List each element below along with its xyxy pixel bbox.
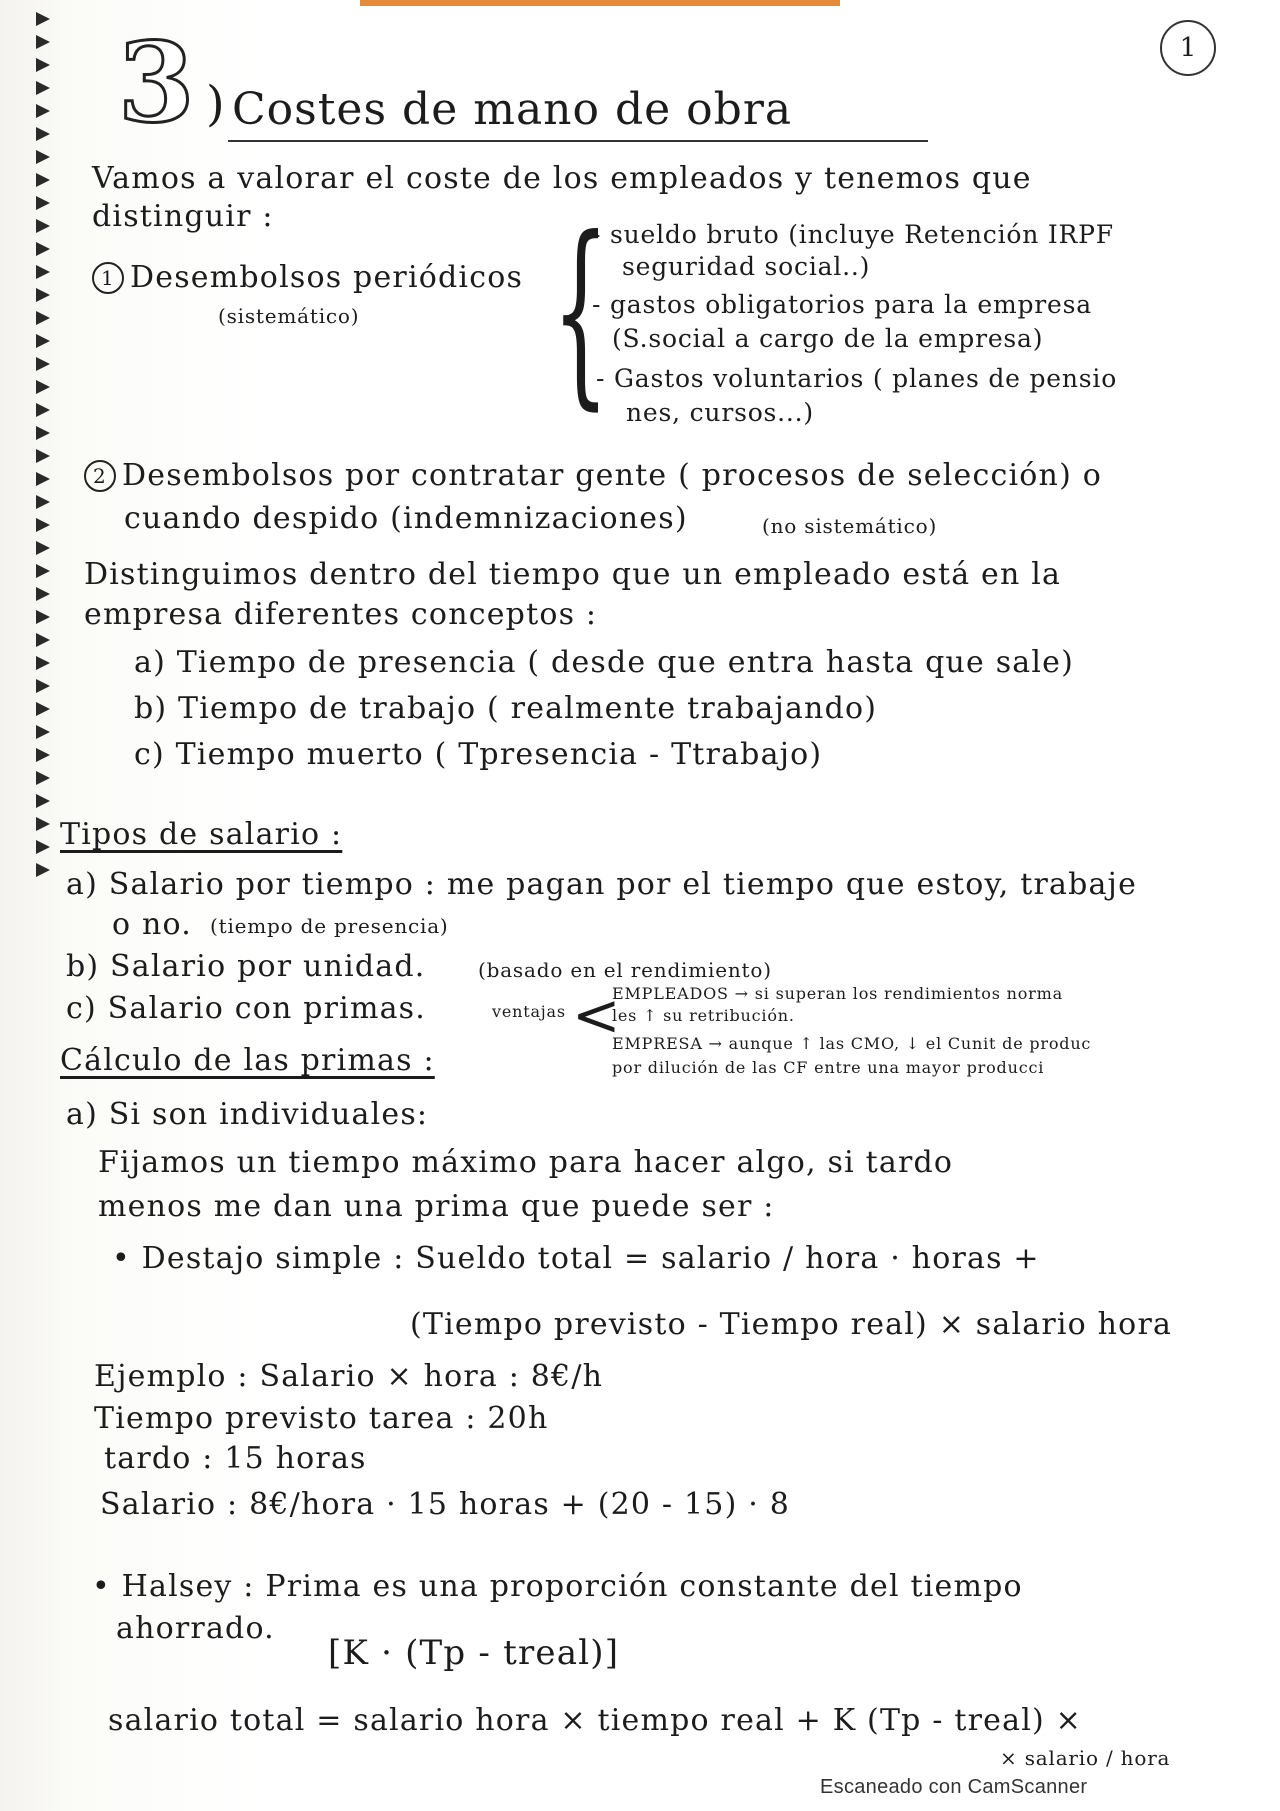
binding-ring — [36, 173, 50, 187]
page-number: 1 — [1160, 20, 1216, 76]
binding-ring — [36, 656, 50, 670]
binding-ring — [36, 426, 50, 440]
binding-ring — [36, 794, 50, 808]
title-underline — [228, 140, 928, 142]
halsey-line-2: ahorrado. — [116, 1611, 275, 1646]
binding-ring — [36, 495, 50, 509]
halsey-line-1: • Halsey : Prima es una proporción constante del tiempo — [92, 1569, 1023, 1604]
binding-ring — [36, 196, 50, 210]
item2-text: Desembolsos por contratar gente ( procesos de selección) o — [122, 458, 1102, 493]
ejemplo-line-3: tardo : 15 horas — [104, 1441, 367, 1476]
item1-sublabel: (sistemático) — [218, 304, 360, 328]
binding-ring — [36, 771, 50, 785]
binding-ring — [36, 81, 50, 95]
binding-ring — [36, 35, 50, 49]
destajo-line-2: (Tiempo previsto - Tiempo real) × salario hora — [410, 1307, 1173, 1342]
ventajas-line-4: por dilución de las CF entre una mayor producci — [612, 1058, 1045, 1077]
primas-a-line: a) Si son individuales: — [66, 1097, 429, 1132]
ejemplo-line-2: Tiempo previsto tarea : 20h — [94, 1401, 549, 1436]
binding-ring — [36, 449, 50, 463]
binding-ring — [36, 104, 50, 118]
salario-total-line-2: × salario / hora — [1000, 1746, 1171, 1770]
binding-ring — [36, 311, 50, 325]
binding-ring — [36, 12, 50, 26]
salario-a-line-1: a) Salario por tiempo : me pagan por el tiempo que estoy, trabaje — [66, 867, 1138, 902]
ejemplo-line-4: Salario : 8€/hora · 15 horas + (20 - 15) · 8 — [100, 1487, 790, 1522]
binding-ring — [36, 587, 50, 601]
tiempos-line-2: empresa diferentes conceptos : — [84, 597, 598, 632]
primas-p1: Fijamos un tiempo máximo para hacer algo, si tardo — [98, 1145, 954, 1180]
binding-ring — [36, 357, 50, 371]
ventajas-line-1: EMPLEADOS → si superan los rendimientos norma — [612, 984, 1063, 1003]
item2-number: 2 — [84, 460, 116, 492]
salario-b-line: b) Salario por unidad. — [66, 949, 426, 984]
chapter-number: 3 — [118, 18, 195, 147]
item1-bullet-6: nes, cursos...) — [626, 398, 814, 427]
item1-label — [92, 262, 523, 294]
ventajas-brace: < — [572, 981, 621, 1049]
binding-ring — [36, 702, 50, 716]
item2-line-2: cuando despido (indemnizaciones) — [124, 501, 688, 536]
page-title: Costes de mano de obra — [232, 84, 793, 135]
salario-c-line: c) Salario con primas. — [66, 991, 427, 1026]
item1-number: 1 — [92, 262, 124, 294]
primas-heading: Cálculo de las primas : — [60, 1043, 435, 1078]
binding-ring — [36, 265, 50, 279]
binding-ring — [36, 242, 50, 256]
binding-ring — [36, 127, 50, 141]
binding-ring — [36, 564, 50, 578]
binding-ring — [36, 219, 50, 233]
binding-ring — [36, 518, 50, 532]
item2-note: (no sistemático) — [762, 514, 938, 538]
salario-c-note: ventajas — [492, 1002, 566, 1021]
binding-ring — [36, 472, 50, 486]
chapter-paren: ) — [206, 76, 225, 132]
ventajas-line-3: EMPRESA → aunque ↑ las CMO, ↓ el Cunit de produc — [612, 1034, 1092, 1053]
scan-edge — [360, 0, 840, 6]
salario-a-line-2: o no. — [112, 907, 192, 942]
tiempos-line-1: Distinguimos dentro del tiempo que un empleado está en la — [84, 557, 1062, 592]
ejemplo-line-1: Ejemplo : Salario × hora : 8€/h — [94, 1359, 604, 1394]
salario-b-note: (basado en el rendimiento) — [478, 958, 772, 982]
halsey-formula: [K · (Tp - treal)] — [328, 1633, 620, 1673]
binding-ring — [36, 725, 50, 739]
binding-ring — [36, 748, 50, 762]
spiral-binding — [30, 0, 60, 1780]
destajo-line-1: • Destajo simple : Sueldo total = salario / hora · horas + — [112, 1241, 1040, 1276]
intro-line-2: distinguir : — [92, 199, 274, 234]
item2-line-1 — [84, 460, 1102, 492]
binding-ring — [36, 541, 50, 555]
binding-ring — [36, 817, 50, 831]
item1-bullet-2: seguridad social..) — [622, 252, 871, 281]
primas-p2: menos me dan una prima que puede ser : — [98, 1189, 775, 1224]
intro-line-1: Vamos a valorar el coste de los empleados y tenemos que — [92, 161, 1032, 196]
binding-ring — [36, 58, 50, 72]
binding-ring — [36, 288, 50, 302]
item1-bullet-5: - Gastos voluntarios ( planes de pensio — [596, 364, 1118, 393]
scanner-watermark: Escaneado con CamScanner — [820, 1776, 1088, 1798]
binding-ring — [36, 380, 50, 394]
item1-bullet-1: - sueldo bruto (incluye Retención IRPF — [592, 220, 1114, 249]
salario-heading: Tipos de salario : — [60, 817, 343, 852]
binding-ring — [36, 334, 50, 348]
tiempos-item-a: a) Tiempo de presencia ( desde que entra hasta que sale) — [134, 645, 1075, 680]
item1-text: Desembolsos periódicos — [130, 260, 524, 295]
binding-ring — [36, 150, 50, 164]
tiempos-item-b: b) Tiempo de trabajo ( realmente trabajando) — [134, 691, 878, 726]
binding-ring — [36, 633, 50, 647]
binding-ring — [36, 610, 50, 624]
ventajas-line-2: les ↑ su retribución. — [612, 1006, 795, 1025]
salario-a-note: (tiempo de presencia) — [210, 914, 449, 938]
item1-brace: { — [552, 195, 610, 428]
binding-ring — [36, 840, 50, 854]
binding-ring — [36, 403, 50, 417]
binding-ring — [36, 863, 50, 877]
item1-bullet-4: (S.social a cargo de la empresa) — [612, 324, 1044, 353]
tiempos-item-c: c) Tiempo muerto ( Tpresencia - Ttrabajo) — [134, 737, 823, 772]
binding-ring — [36, 679, 50, 693]
salario-total-line-1: salario total = salario hora × tiempo real + K (Tp - treal) × — [108, 1703, 1082, 1738]
item1-bullet-3: - gastos obligatorios para la empresa — [592, 290, 1092, 319]
